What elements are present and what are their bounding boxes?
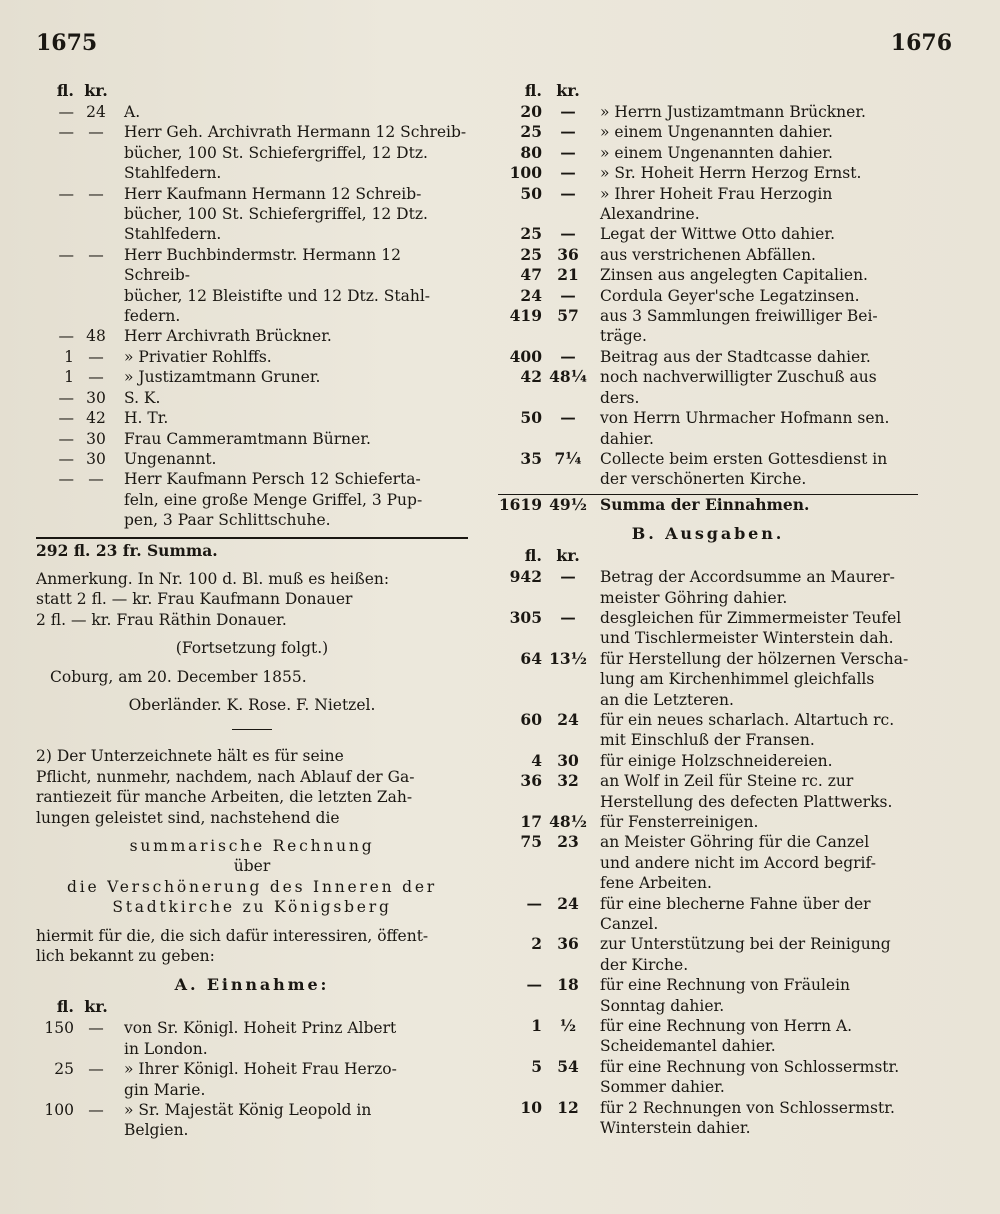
entry-text-line: H. Tr.: [124, 409, 169, 428]
ledger-row: [498, 975, 918, 1016]
ledger-row: [36, 122, 468, 183]
entry-text: [594, 894, 918, 935]
ledger-row: [498, 265, 918, 285]
amount-fl: 17: [520, 812, 542, 831]
amount-fl: 25: [520, 224, 542, 244]
entry-text: [118, 429, 468, 449]
amount-kr: —: [88, 470, 104, 489]
ledger-row: [498, 649, 918, 710]
entry-text: [594, 143, 918, 163]
entry-text: [118, 1018, 468, 1059]
amount-fl: —: [58, 470, 74, 489]
einnahme-header: [36, 996, 468, 1018]
entry-text: [594, 224, 918, 244]
ledger-row: [498, 812, 918, 832]
amount-kr: 23: [557, 832, 579, 852]
entry-text-line: » einem Ungenannten dahier.: [600, 143, 833, 162]
entry-text: [594, 286, 918, 306]
amount-fl: 35: [520, 448, 542, 468]
amount-kr: —: [88, 1101, 104, 1120]
entry-text-line: Stahlfedern.: [124, 164, 222, 183]
entry-text: [594, 812, 918, 832]
amount-fl: —: [58, 429, 74, 448]
sum-fl: 1619: [498, 494, 542, 514]
entry-text-line: Scheidemantel dahier.: [600, 1037, 776, 1056]
entry-text-line: an Wolf in Zeil für Steine rc. zur: [600, 772, 854, 791]
ledger-row: [498, 102, 918, 122]
amount-kr: —: [560, 142, 576, 162]
anmerkung-line: statt 2 fl. — kr. Frau Kaufmann Donauer: [36, 590, 353, 609]
amount-fl: 47: [520, 265, 542, 285]
amount-kr: 57: [557, 306, 579, 326]
ledger-row: [36, 408, 468, 428]
entry-text: [594, 832, 918, 893]
entry-text-line: mit Einschluß der Fransen.: [600, 731, 815, 750]
left-column: [36, 80, 468, 1141]
amount-kr: 24: [557, 709, 579, 729]
amount-kr: —: [560, 122, 576, 142]
entry-text: [594, 1057, 918, 1098]
paragraph-line: Pflicht, nunmehr, nachdem, nach Ablauf der Ga-: [36, 767, 415, 786]
amount-kr: 30: [86, 429, 106, 448]
amount-fl: —: [58, 103, 74, 121]
entry-text-line: Herr Buchbindermstr. Hermann 12 Schreib-: [124, 245, 401, 285]
entry-text-line: » Ihrer Königl. Hoheit Frau Herzo-: [124, 1060, 397, 1079]
amount-fl: 10: [520, 1097, 542, 1117]
sum-kr: 49½: [549, 494, 587, 514]
entry-text: [594, 1098, 918, 1139]
ledger-row: [36, 245, 468, 327]
ausgaben-header: [498, 545, 918, 567]
amount-fl: 400: [509, 346, 542, 366]
amount-fl: 942: [509, 567, 542, 587]
ledger-row: [498, 567, 918, 608]
entry-text-line: an die Letzteren.: [600, 690, 734, 709]
amount-kr: —: [560, 285, 576, 305]
entry-text: [594, 608, 918, 649]
entry-text-line: in London.: [124, 1039, 208, 1058]
paragraph-line: rantiezeit für manche Arbeiten, die letzten Zah-: [36, 788, 413, 807]
ledger-row: [498, 347, 918, 367]
ledger-row: [498, 143, 918, 163]
page-number-left: 1675: [36, 30, 98, 56]
title-line: Stadtkirche zu Königsberg: [112, 898, 392, 917]
ledger-row: [36, 1059, 468, 1100]
entry-text: [594, 184, 918, 225]
amount-fl: 100: [509, 163, 542, 183]
einnahme-title: A. Einnahme:: [174, 975, 330, 995]
ledger-row: [498, 224, 918, 244]
ledger-row: [498, 408, 918, 449]
ledger-row: [498, 122, 918, 142]
title-line: die Verschönerung des Inneren der: [67, 877, 437, 896]
entry-text-line: träge.: [600, 327, 647, 346]
ledger-row: [36, 184, 468, 245]
entry-text-line: bücher, 100 St. Schiefergriffel, 12 Dtz.: [124, 143, 428, 162]
entry-text-line: Alexandrine.: [600, 205, 700, 224]
paragraph-line: 2) Der Unterzeichnete hält es für seine: [36, 747, 344, 766]
entry-text: [594, 771, 918, 812]
fl-header: fl.: [524, 81, 542, 100]
entry-text-line: fene Arbeiten.: [600, 874, 712, 893]
amount-fl: —: [58, 184, 74, 203]
left-column-header: [36, 80, 468, 102]
entry-text: [594, 975, 918, 1016]
amount-fl: 25: [520, 244, 542, 264]
amount-kr: 21: [557, 265, 579, 285]
amount-fl: 25: [54, 1060, 74, 1079]
amount-fl: —: [526, 893, 542, 913]
anmerkung: [36, 569, 468, 630]
entry-text-line: Collecte beim ersten Gottesdienst in: [600, 449, 888, 468]
entry-text-line: Herr Kaufmann Persch 12 Schieferta-: [124, 470, 421, 489]
entry-text-line: an Meister Göhring für die Canzel: [600, 833, 870, 852]
fl-header: fl.: [524, 546, 542, 566]
entry-text-line: aus verstrichenen Abfällen.: [600, 245, 816, 264]
fl-header: fl.: [56, 997, 74, 1017]
entry-text-line: von Sr. Königl. Hoheit Prinz Albert: [124, 1019, 397, 1038]
paragraph-line: lungen geleistet sind, nachstehend die: [36, 808, 340, 827]
ledger-row: [36, 388, 468, 408]
amount-kr: —: [88, 123, 104, 142]
amount-kr: 30: [86, 449, 106, 468]
entry-text-line: » Sr. Majestät König Leopold in: [124, 1101, 372, 1120]
entry-text-line: der Kirche.: [600, 955, 689, 974]
entry-text-line: feln, eine große Menge Griffel, 3 Pup-: [124, 490, 423, 509]
amount-kr: —: [88, 1060, 104, 1079]
entry-text: [594, 306, 918, 347]
amount-kr: 48: [86, 327, 106, 346]
ledger-row: [36, 102, 468, 122]
entry-text-line: gin Marie.: [124, 1080, 206, 1099]
einnahme-list-left: [36, 1018, 468, 1140]
sum-label: Summa der Einnahmen.: [600, 494, 810, 514]
fortsetzung: (Fortsetzung folgt.): [175, 639, 329, 658]
entry-text-line: federn.: [124, 307, 181, 326]
entry-text-line: zur Unterstützung bei der Reinigung: [600, 935, 891, 954]
ledger-row: [498, 306, 918, 347]
amount-kr: 42: [86, 409, 106, 428]
entry-text-line: » Privatier Rohlffs.: [124, 347, 272, 366]
entry-text-line: für Fensterreinigen.: [600, 813, 759, 831]
page-number-right: 1676: [890, 30, 952, 56]
right-column: [498, 80, 918, 1139]
amount-fl: 1: [64, 368, 74, 387]
ledger-row: [36, 429, 468, 449]
amount-kr: 24: [86, 103, 106, 121]
ledger-row: [498, 832, 918, 893]
entry-text-line: dahier.: [600, 429, 654, 448]
einnahme-list-right: [498, 102, 918, 490]
entry-text-line: Herr Geh. Archivrath Hermann 12 Schreib-: [124, 123, 467, 142]
amount-kr: 12: [557, 1097, 579, 1117]
amount-fl: 50: [520, 183, 542, 203]
entry-text: [594, 710, 918, 751]
amount-fl: 5: [531, 1056, 542, 1076]
entry-text-line: Legat der Wittwe Otto dahier.: [600, 225, 835, 244]
entry-text-line: pen, 3 Paar Schlittschuhe.: [124, 511, 331, 530]
entry-text: [118, 326, 468, 346]
ledger-row: [498, 1057, 918, 1098]
entry-text-line: für eine Rechnung von Herrn A.: [600, 1017, 853, 1036]
amount-fl: —: [58, 449, 74, 468]
amount-fl: 25: [520, 122, 542, 142]
amount-kr: 18: [557, 975, 579, 995]
entry-text-line: für 2 Rechnungen von Schlossermstr.: [600, 1098, 895, 1117]
entry-text-line: Sonntag dahier.: [600, 996, 725, 1015]
entry-text: [118, 1100, 468, 1141]
amount-kr: 54: [557, 1056, 579, 1076]
entry-text: [594, 265, 918, 285]
paragraph-line: hiermit für die, die sich dafür interessiren, öffent-: [36, 926, 429, 945]
entry-text-line: » Sr. Hoheit Herrn Herzog Ernst.: [600, 164, 862, 183]
amount-kr: —: [560, 102, 576, 121]
announcement-paragraph: [36, 746, 468, 828]
ledger-row: [36, 449, 468, 469]
entry-text: [118, 184, 468, 245]
entry-text-line: desgleichen für Zimmermeister Teufel: [600, 608, 902, 627]
ledger-row: [498, 751, 918, 771]
ledger-row: [36, 367, 468, 387]
amount-fl: —: [58, 245, 74, 264]
amount-kr: —: [88, 184, 104, 203]
entry-text-line: für ein neues scharlach. Altartuch rc.: [600, 710, 895, 729]
ledger-row: [498, 367, 918, 408]
entry-text: [118, 367, 468, 387]
amount-fl: 2: [531, 934, 542, 954]
amount-kr: ½: [559, 1016, 577, 1036]
entry-text-line: lung am Kirchenhimmel gleichfalls: [600, 670, 875, 689]
title-line: über: [233, 857, 271, 876]
entry-text-line: Frau Cammeramtmann Bürner.: [124, 429, 371, 448]
entry-text-line: Herstellung des defecten Plattwerks.: [600, 792, 893, 811]
entry-text-line: noch nachverwilligter Zuschuß aus ders.: [600, 368, 877, 407]
entry-text-line: » Ihrer Hoheit Frau Herzogin: [600, 184, 833, 203]
entry-text: [594, 347, 918, 367]
amount-kr: 48¼: [549, 367, 587, 387]
kr-header: kr.: [556, 546, 580, 566]
donation-list: [36, 102, 468, 531]
amount-kr: 48½: [549, 812, 587, 831]
ledger-row: [36, 1100, 468, 1141]
amount-kr: —: [560, 607, 576, 627]
ledger-row: [498, 608, 918, 649]
kr-header: kr.: [84, 997, 108, 1017]
amount-fl: —: [58, 123, 74, 142]
ledger-row: [498, 163, 918, 183]
amount-kr: 36: [557, 934, 579, 954]
amount-fl: 1: [531, 1016, 542, 1036]
entry-text-line: Zinsen aus angelegten Capitalien.: [600, 266, 868, 285]
amount-fl: —: [58, 388, 74, 407]
entry-text-line: Cordula Geyer'sche Legatzinsen.: [600, 286, 860, 305]
amount-fl: 150: [44, 1019, 74, 1038]
amount-fl: 20: [520, 102, 542, 121]
entry-text-line: bücher, 12 Bleistifte und 12 Dtz. Stahl-: [124, 286, 431, 305]
amount-fl: 4: [531, 750, 542, 770]
entry-text-line: Stahlfedern.: [124, 225, 222, 244]
anmerkung-line: 2 fl. — kr. Frau Räthin Donauer.: [36, 610, 287, 629]
entry-text: [594, 102, 918, 122]
entry-text-line: » Justizamtmann Gruner.: [124, 368, 321, 387]
ledger-row: [498, 1016, 918, 1057]
amount-fl: 64: [520, 648, 542, 668]
entry-text: [118, 469, 468, 530]
ledger-row: [36, 326, 468, 346]
amount-fl: 75: [520, 832, 542, 852]
entry-text: [118, 102, 468, 122]
kr-header: kr.: [556, 81, 580, 100]
amount-fl: 36: [520, 771, 542, 791]
amount-fl: 50: [520, 408, 542, 428]
announcement-paragraph-end: [36, 926, 468, 967]
ledger-row: [498, 184, 918, 225]
fl-header: fl.: [56, 81, 74, 100]
entry-text-line: der verschönerten Kirche.: [600, 470, 807, 489]
entry-text-line: Sommer dahier.: [600, 1078, 725, 1097]
entry-text-line: für einige Holzschneidereien.: [600, 751, 833, 770]
signatures: Oberländer. K. Rose. F. Nietzel.: [128, 695, 376, 714]
amount-fl: —: [58, 409, 74, 428]
amount-fl: 305: [509, 607, 542, 627]
entry-text-line: S. K.: [124, 388, 161, 407]
entry-text-line: Belgien.: [124, 1121, 189, 1140]
entry-text-line: und andere nicht im Accord begrif-: [600, 853, 876, 872]
entry-text: [594, 1016, 918, 1057]
account-title: [36, 836, 468, 918]
amount-fl: 100: [44, 1101, 74, 1120]
amount-fl: 1: [64, 347, 74, 366]
entry-text-line: bücher, 100 St. Schiefergriffel, 12 Dtz.: [124, 205, 428, 224]
entry-text: [118, 122, 468, 183]
amount-kr: —: [560, 346, 576, 366]
entry-text-line: für eine Rechnung von Schlossermstr.: [600, 1057, 900, 1076]
entry-text: [594, 649, 918, 710]
amount-fl: 60: [520, 709, 542, 729]
amount-kr: 30: [557, 750, 579, 770]
amount-fl: —: [526, 975, 542, 995]
entry-text: [594, 367, 918, 408]
ledger-row: [498, 710, 918, 751]
entry-text-line: Beitrag aus der Stadtcasse dahier.: [600, 347, 871, 366]
entry-text-line: » einem Ungenannten dahier.: [600, 123, 833, 142]
amount-kr: —: [560, 183, 576, 203]
entry-text-line: für Herstellung der hölzernen Verscha-: [600, 649, 909, 668]
entry-text-line: aus 3 Sammlungen freiwilliger Bei-: [600, 307, 878, 326]
entry-text: [118, 245, 468, 327]
amount-fl: —: [58, 327, 74, 346]
entry-text-line: Betrag der Accordsumme an Maurer-: [600, 568, 895, 587]
title-line: summarische Rechnung: [129, 837, 375, 855]
ledger-row: [498, 771, 918, 812]
ledger-row: [36, 1018, 468, 1059]
ausgaben-list: [498, 567, 918, 1138]
entry-text: [118, 1059, 468, 1100]
entry-text-line: » Herrn Justizamtmann Brückner.: [600, 103, 866, 121]
ledger-row: [498, 245, 918, 265]
entry-text: [118, 449, 468, 469]
entry-text: [594, 408, 918, 449]
amount-kr: —: [560, 567, 576, 587]
entry-text-line: und Tischlermeister Winterstein dah.: [600, 629, 894, 648]
amount-kr: 36: [557, 244, 579, 264]
amount-kr: —: [560, 163, 576, 183]
amount-kr: —: [88, 245, 104, 264]
amount-kr: 7¼: [554, 448, 582, 468]
place-date: Coburg, am 20. December 1855.: [50, 667, 307, 686]
right-column-header: [498, 80, 918, 102]
amount-kr: —: [560, 408, 576, 428]
amount-fl: 42: [520, 367, 542, 387]
amount-kr: —: [88, 347, 104, 366]
entry-text: [594, 245, 918, 265]
entry-text: [118, 408, 468, 428]
ledger-row: [36, 347, 468, 367]
einnahme-sum: [498, 494, 918, 515]
entry-text: [594, 163, 918, 183]
entry-text-line: A.: [124, 103, 141, 121]
amount-kr: 24: [557, 893, 579, 913]
ledger-row: [498, 449, 918, 490]
entry-text-line: von Herrn Uhrmacher Hofmann sen.: [600, 409, 890, 428]
paragraph-line: lich bekannt zu geben:: [36, 947, 215, 966]
ledger-row: [498, 894, 918, 935]
ausgaben-title: B. Ausgaben.: [631, 524, 785, 544]
amount-kr: 13½: [549, 648, 587, 668]
separator-rule: [232, 729, 272, 730]
entry-text-line: Winterstein dahier.: [600, 1119, 751, 1138]
amount-kr: 32: [557, 771, 579, 791]
entry-text: [594, 122, 918, 142]
entry-text: [594, 567, 918, 608]
ledger-row: [498, 934, 918, 975]
amount-fl: 80: [520, 142, 542, 162]
entry-text-line: Herr Kaufmann Hermann 12 Schreib-: [124, 184, 422, 203]
entry-text: [594, 449, 918, 490]
entry-text-line: Ungenannt.: [124, 449, 217, 468]
entry-text: [118, 388, 468, 408]
entry-text-line: für eine Rechnung von Fräulein: [600, 976, 851, 995]
amount-kr: —: [88, 1019, 104, 1038]
entry-text-line: Herr Archivrath Brückner.: [124, 327, 332, 346]
entry-text-line: für eine blecherne Fahne über der: [600, 894, 871, 913]
amount-fl: 419: [509, 306, 542, 326]
left-sum: 292 fl. 23 fr. Summa.: [36, 537, 468, 561]
anmerkung-line: Anmerkung. In Nr. 100 d. Bl. muß es heißen:: [36, 569, 390, 588]
entry-text-line: Canzel.: [600, 915, 659, 934]
entry-text: [594, 934, 918, 975]
amount-fl: 24: [520, 285, 542, 305]
ledger-row: [498, 1098, 918, 1139]
amount-kr: 30: [86, 388, 106, 407]
kr-header: kr.: [84, 81, 108, 100]
amount-kr: —: [88, 368, 104, 387]
entry-text: [594, 751, 918, 771]
ledger-row: [498, 286, 918, 306]
entry-text-line: meister Göhring dahier.: [600, 588, 788, 607]
entry-text: [118, 347, 468, 367]
amount-kr: —: [560, 224, 576, 244]
ledger-row: [36, 469, 468, 530]
